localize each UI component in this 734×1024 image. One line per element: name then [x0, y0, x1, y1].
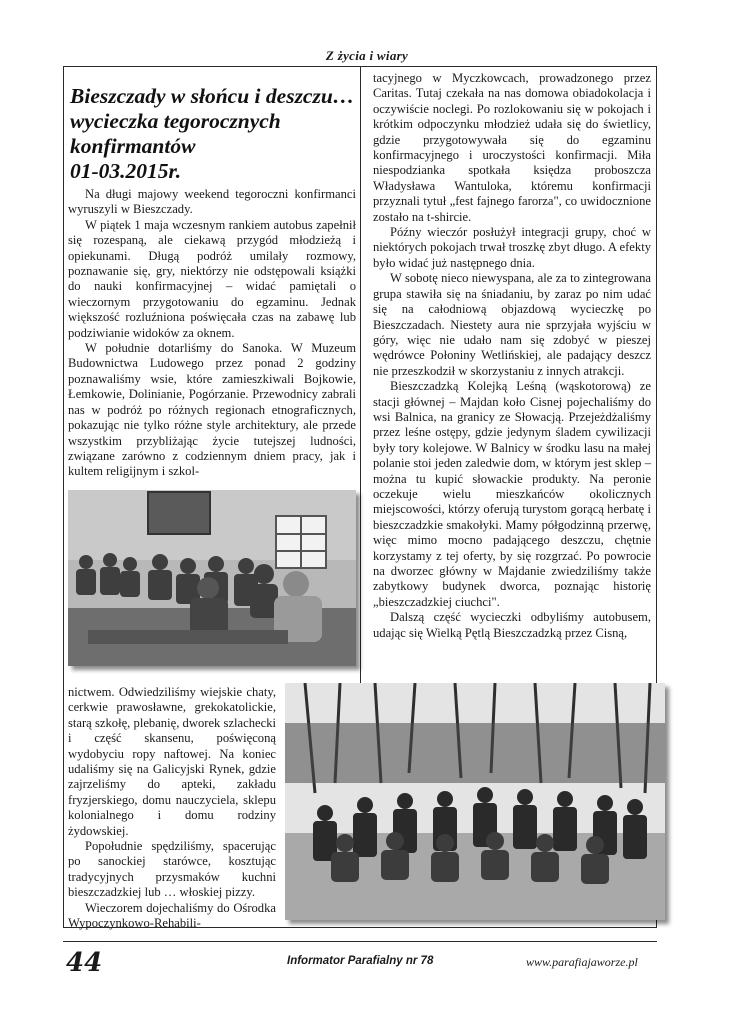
paragraph: W sobotę nieco niewyspana, ale za to zintegrowana grupa stawiła się na śniadaniu, by zaraz po nim udać się na całodniową objazdową wycieczkę po Bieszczadach. Niestety aura nie sprzyjała wyjściu w góry, więc nie udało nam się zdobyć w pieszej wędrówce Połoniny Wetlińskiej, ale padający deszcz nie przeszkodził w skorzystaniu z innych atrakcji. [373, 271, 651, 378]
page-number: 44 [66, 948, 103, 978]
bottom-left-column [68, 685, 276, 932]
title-date: 01-03.2015r. [70, 159, 182, 183]
paragraph: Na długi majowy weekend tegoroczni konfirmanci wyruszyli w Bieszczady. [68, 187, 356, 217]
title-line: Bieszczady w słońcu i deszczu… [70, 84, 355, 108]
paragraph: W południe dotarliśmy do Sanoka. W Muzeum Budownictwa Ludowego przez ponad 2 godziny poznawaliśmy wsie, które zamieszkiwali Bojkowie, Łemkowie, Dolinianie, Pogórzanie. Przewodnicy zabrali nas w podróż po różnych regionach etnograficznych, pokazując nie tylko różne style architektury, ale przede wszystkim przybliżając życie tutejszej ludności, związane zarówno z codziennym dniem pracy, jak i kultem religijnym i szkol- [68, 341, 356, 479]
title-line: wycieczka tegorocznych [70, 109, 281, 133]
footer-rule [63, 941, 657, 942]
paragraph: Dalszą część wycieczki odbyliśmy autobusem, udając się Wielką Pętlą Bieszczadzką przez Cisną, [373, 610, 651, 640]
section-header: Z życia i wiary [325, 48, 409, 63]
publication-name: Informator Parafialny nr 78 [287, 955, 434, 967]
group-photo [285, 683, 665, 920]
article-title [70, 84, 360, 184]
website-link[interactable]: www.parafiajaworze.pl [526, 955, 638, 969]
paragraph: W piątek 1 maja wczesnym rankiem autobus zapełnił się rozespaną, ale ciekawą przygód młodzieżą i opiekunami. Długą podróż umilały rozmowy, poznawanie się, gry, niektórzy nie odstępowali książki do nauki konfirmacyjnej – widać pamiętali o wieczornym przygotowaniu do egzaminu. Jednak większość rozluźniona poświęcała czas na zabawę lub podziwianie widoków za oknem. [68, 217, 356, 340]
paragraph: Bieszczadzką Kolejką Leśną (wąskotorową) ze stacji głównej – Majdan koło Cisnej pojechaliśmy do wsi Balnica, na granicy ze Słowacją. Przejeżdżaliśmy przez leśne ostępy, gdzie jedynym śladem cywilizacji były tory kolejowe. W Balnicy w środku lasu na małej polanie stoi jeden zaledwie dom, w którym jest sklep – można tu kupić słowackie produkty. Na peronie oczekuje wielu mieszkańców okolicznych miejscowości, którzy oferują turystom gorącą herbatę i bieszczadzkie smakołyki. Mamy półgodzinną przerwę, więc mimo mocno padającego deszczu, chętnie korzystamy z tej oferty, by się rozgrzać. Po powrocie na dworzec główny w Majdanie zwiedziliśmy także zabytkowy budynek dworca, poznając historię „bieszczadzkiej ciuchci". [373, 379, 651, 609]
paragraph: Popołudnie spędziliśmy, spacerując po sanockiej starówce, kosztując tradycyjnych przysmaków kuchni bieszczadzkiej lub … włoskiej pizzy. [68, 839, 276, 900]
classroom-photo [68, 490, 356, 666]
left-column [68, 187, 356, 480]
paragraph: nictwem. Odwiedziliśmy wiejskie chaty, cerkwie prawosławne, grekokatolickie, starą szkołę, plebanię, dworek szlachecki i część skansenu, poświęconą wydobyciu ropy naftowej. Na koniec udaliśmy się na Galicyjski Rynek, gdzie zajrzeliśmy do apteki, zakładu fryzjerskiego, domu nauczyciela, sklepu kolonialnego i domu rodziny żydowskiej. [68, 685, 276, 838]
column-divider [360, 67, 361, 689]
paragraph: Późny wieczór posłużył integracji grupy, choć w niektórych pokojach trwał troszkę zbyt długo. A efekty było widać już następnego dnia. [373, 225, 651, 270]
paragraph: Wieczorem dojechaliśmy do Ośrodka Wypoczynkowo-Rehabili- [68, 900, 276, 931]
paragraph: tacyjnego w Myczkowcach, prowadzonego przez Caritas. Tutaj czekała na nas domowa obiadokolacja i oczywiście noclegi. Po rozlokowaniu się w pokojach i krótkim odpoczynku młodzież udała się do świetlicy, gdzie przygotowywała się do egzaminu konfirmacyjnego i uroczystości konfirmacji. Miła niespodzianka spotkała księdza proboszcza Władysława Wantuloka, któremu konfirmacji przyznali tytuł „fest fajnego farorza", co uwidocznione zostało na t-shircie. [373, 71, 651, 224]
title-line: konfirmantów [70, 134, 196, 158]
right-column [373, 71, 651, 641]
